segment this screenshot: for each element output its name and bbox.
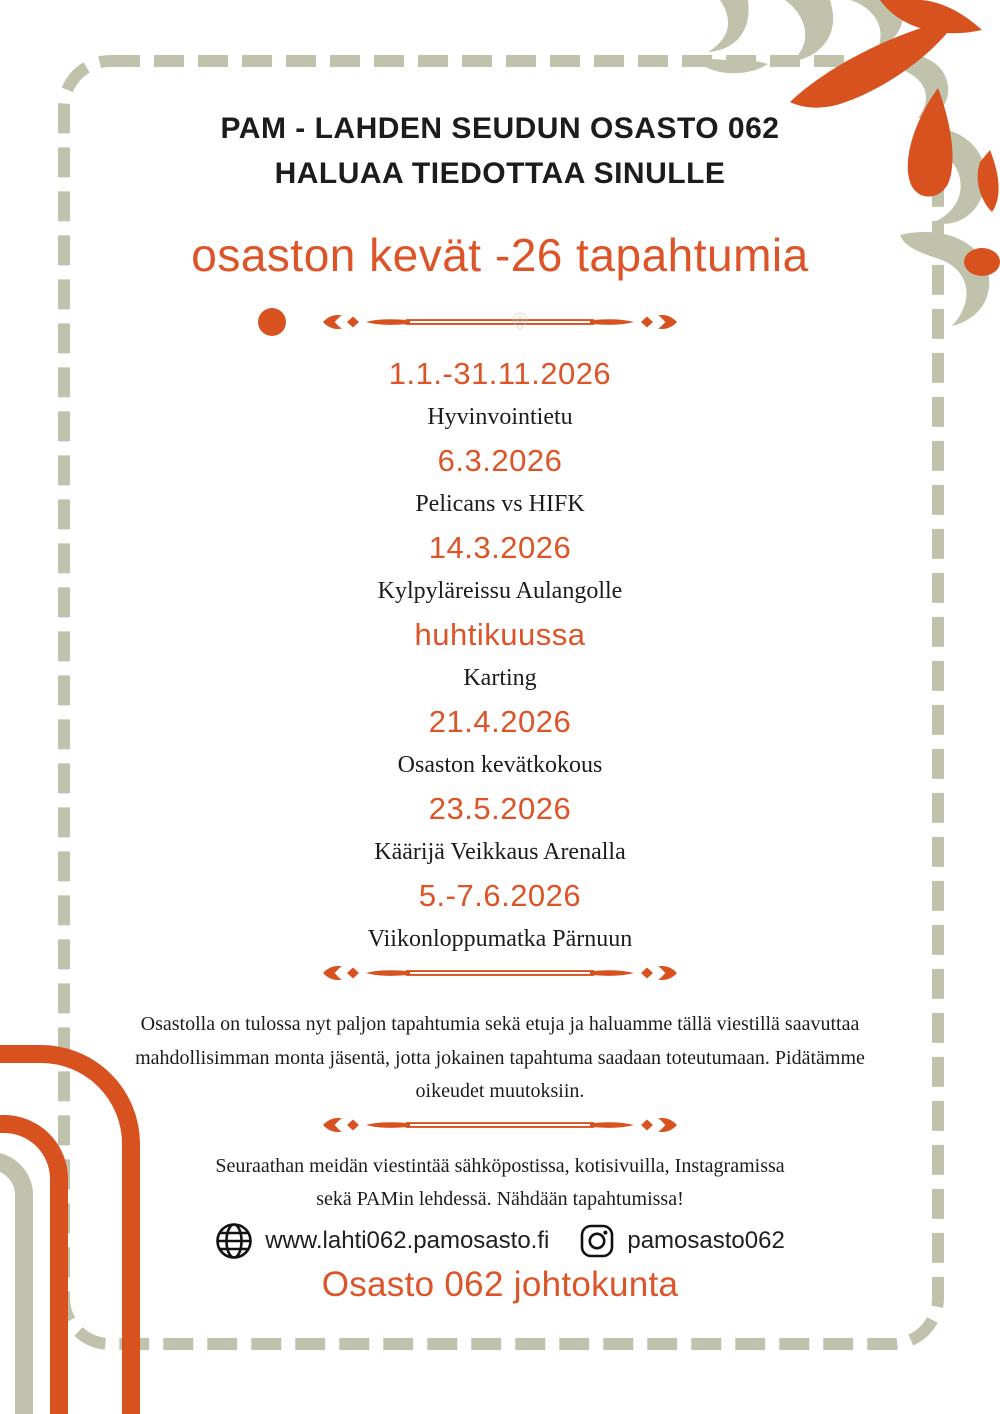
- contact-row: [0, 1222, 1000, 1260]
- event-date: huhtikuussa: [414, 617, 586, 652]
- event-item: [0, 350, 1000, 437]
- watermark-pin-icon: [512, 312, 528, 334]
- page-title: [0, 106, 1000, 196]
- events-list: [0, 350, 1000, 959]
- ornamental-divider: [320, 312, 680, 332]
- event-name: Pelicans vs HIFK: [415, 491, 585, 517]
- signature-line: Osasto 062 johtokunta: [321, 1265, 679, 1304]
- website-url: www.lahti062.pamosasto.fi: [265, 1227, 550, 1254]
- event-date: 23.5.2026: [428, 791, 572, 826]
- ornamental-divider: [320, 1115, 680, 1135]
- event-item: [0, 611, 1000, 698]
- event-item: [0, 524, 1000, 611]
- follow-note: Seuraathan meidän viestintää sähköpostissa, kotisivuilla, Instagramissa sekä PAMin lehdessä. Nähdään tapahtumissa!: [215, 1155, 785, 1210]
- event-date: 21.4.2026: [428, 704, 572, 739]
- event-item: [0, 785, 1000, 872]
- ornamental-divider: [320, 963, 680, 983]
- info-paragraph: Osastolla on tulossa nyt paljon tapahtumia sekä etuja ja haluamme tällä viestillä saavuttaa mahdollisimman monta jäsentä, jotta jokainen tapahtuma saadaan toteutumaan. Pidätämme oikeudet muutoksiin.: [135, 1013, 865, 1102]
- instagram-contact: [579, 1223, 784, 1259]
- event-name: Hyvinvointietu: [427, 404, 573, 430]
- event-name: Käärijä Veikkaus Arenalla: [374, 839, 626, 865]
- page-title-line2: HALUAA TIEDOTTAA SINULLE: [274, 157, 726, 190]
- event-date: 14.3.2026: [428, 530, 572, 565]
- event-name: Osaston kevätkokous: [397, 752, 603, 778]
- event-name: Kylpyläreissu Aulangolle: [377, 578, 623, 604]
- event-item: [0, 698, 1000, 785]
- bullet-dot: [258, 308, 286, 336]
- website-contact: [215, 1222, 549, 1260]
- event-date: 1.1.-31.11.2026: [388, 356, 612, 391]
- event-name: Viikonloppumatka Pärnuun: [367, 926, 633, 952]
- globe-icon: [215, 1222, 253, 1260]
- event-item: [0, 872, 1000, 959]
- event-date: 6.3.2026: [437, 443, 563, 478]
- event-item: [0, 437, 1000, 524]
- subtitle-orange: osaston kevät -26 tapahtumia: [191, 229, 809, 281]
- page-title-line1: PAM - LAHDEN SEUDUN OSASTO 062: [220, 112, 780, 145]
- event-name: Karting: [463, 665, 537, 691]
- event-date: 5.-7.6.2026: [418, 878, 582, 913]
- instagram-icon: [579, 1223, 615, 1259]
- instagram-handle: pamosasto062: [627, 1227, 785, 1254]
